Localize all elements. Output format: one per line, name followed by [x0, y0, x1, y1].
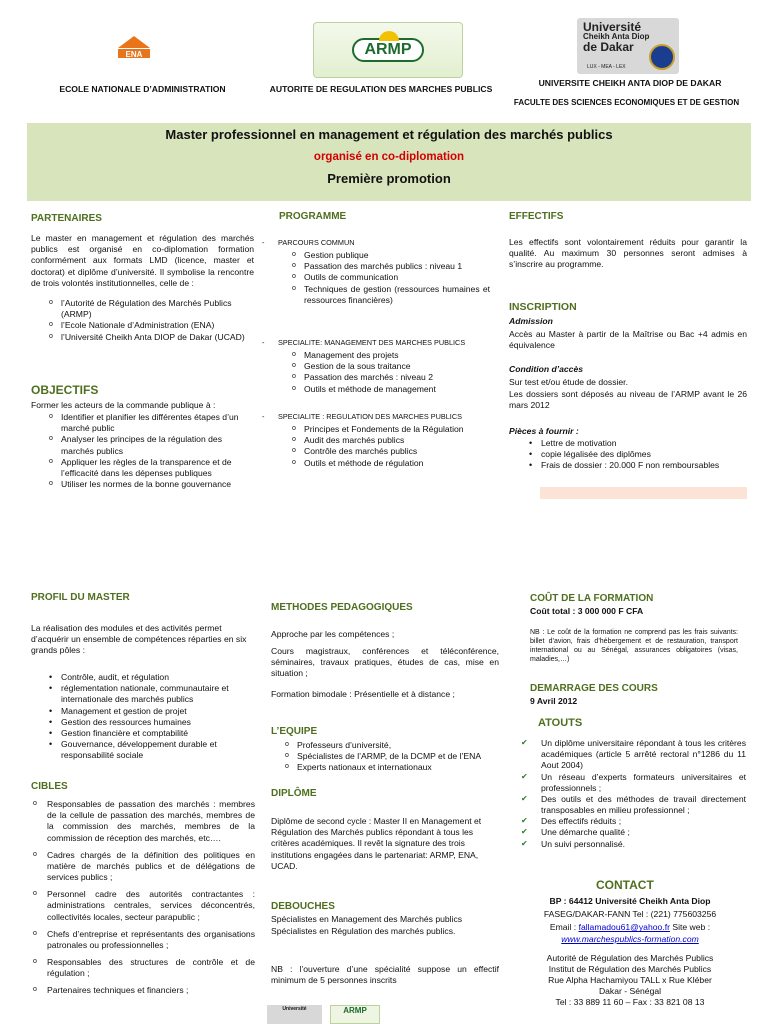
- effectifs-heading: EFFECTIFS: [509, 211, 564, 222]
- effectifs-text: Les effectifs sont volontairement réduits pour garantir la qualité. Au maximum 30 personnes seront admises à s’inscrire au programme.: [509, 237, 747, 270]
- list-item: • Lettre de motivation: [527, 438, 747, 449]
- contact-email-line: [510, 922, 750, 933]
- svg-text:ENA: ENA: [125, 50, 143, 59]
- specialite-management-list: [290, 350, 490, 395]
- list-item: o Principes et Fondements de la Régulation: [290, 424, 490, 435]
- ucad-logo: [577, 18, 679, 74]
- list-item: o Passation des marchés : niveau 2: [290, 372, 490, 383]
- methodes-heading: METHODES PEDAGOGIQUES: [271, 602, 413, 613]
- promotion-label: Première promotion: [327, 170, 451, 186]
- armp-sun-icon: [377, 27, 401, 41]
- list-item: o Personnel cadre des autorités contractantes : administrations centrales, services déconcentrés, collectivités locales, secteur parapublic ;: [31, 889, 255, 923]
- ucad-name: UNIVERSITE CHEIKH ANTA DIOP DE DAKAR: [538, 78, 722, 88]
- ena-logo: [105, 30, 163, 64]
- list-item: • réglementation nationale, communautaire et internationale des marchés publics: [47, 683, 255, 705]
- nb-specialite: NB : l’ouverture d’une spécialité suppose un effectif minimum de 5 personnes inscrits: [271, 964, 499, 986]
- list-item: o Management des projets: [290, 350, 490, 361]
- ena-name: ECOLE NATIONALE D’ADMINISTRATION: [59, 84, 226, 94]
- condition-text-2: Les dossiers sont déposés au niveau de l’ARMP avant le 26 mars 2012: [509, 389, 747, 411]
- pieces-list: [527, 438, 747, 472]
- list-item: o Experts nationaux et internationaux: [283, 762, 503, 773]
- ucad-logo-line3: de Dakar: [583, 40, 634, 54]
- list-item: o Responsables des structures de contrôle et de régulation ;: [31, 957, 255, 979]
- ena-logo-icon: [114, 34, 154, 60]
- debouches-line2: Spécialistes en Régulation des marchés publics.: [271, 926, 456, 936]
- armp-name: AUTORITE DE REGULATION DES MARCHES PUBLICS: [269, 84, 493, 94]
- list-item: o Chefs d’entreprise et représentants des organisations patronales ou professionnelles ;: [31, 929, 255, 951]
- ucad-small-logo-text: Université: [282, 1006, 307, 1012]
- armp-logo: [313, 22, 463, 78]
- ucad-motto: LUX - MEA - LEX: [587, 63, 626, 70]
- cibles-list: [31, 799, 255, 997]
- list-item: • copie légalisée des diplômes: [527, 449, 747, 460]
- cibles-heading: CIBLES: [31, 781, 68, 792]
- decorative-bar: [540, 487, 747, 499]
- list-item: o Spécialistes de l’ARMP, de la DCMP et de l’ENA: [283, 751, 503, 762]
- cout-nb: NB : Le coût de la formation ne comprend pas les frais suivants: billet d’avion, frais d’hébergement et de restauration, transport international ou au Sénégal, assurances obligatoires (visas, maladies,…): [530, 629, 738, 664]
- ucad-logo-line2: Cheikh Anta Diop: [583, 32, 650, 41]
- atouts-heading: ATOUTS: [538, 717, 583, 729]
- list-item: • Contrôle, audit, et régulation: [47, 672, 255, 683]
- master-title: Master professionnel en management et régulation des marchés publics: [165, 127, 613, 142]
- cout-heading: COÛT DE LA FORMATION: [530, 593, 654, 604]
- specialite-regulation-title: - SPECIALITE : REGULATION DES MARCHES PUBLICS: [278, 412, 462, 421]
- equipe-list: [283, 740, 503, 774]
- list-item: ✔ Un réseau d’experts formateurs universitaires et professionnels ;: [521, 772, 746, 794]
- programme-heading: PROGRAMME: [279, 211, 347, 222]
- debouches-heading: DEBOUCHES: [271, 901, 335, 912]
- equipe-heading: L’EQUIPE: [271, 726, 318, 737]
- list-item: o Cadres chargés de la définition des politiques en matière de marchés publics et de délégations de services publics ;: [31, 850, 255, 884]
- list-item: o Contrôle des marchés publics: [290, 446, 490, 457]
- list-item: o Analyser les principes de la régulation des marchés publics: [47, 434, 255, 456]
- faculty-name: FACULTE DES SCIENCES ECONOMIQUES ET DE GESTION: [513, 98, 740, 107]
- list-item: o l’Université Cheikh Anta DIOP de Dakar (UCAD): [47, 332, 255, 343]
- contact-bp: BP : 64412 Université Cheikh Anta Diop: [549, 896, 711, 906]
- list-item: o Professeurs d’université,: [283, 740, 503, 751]
- specialite-regulation-list: [290, 424, 490, 469]
- condition-text-1: Sur test et/ou étude de dossier.: [509, 377, 628, 387]
- contact-faseg: FASEG/DAKAR-FANN Tel : (221) 775603256: [543, 909, 717, 920]
- objectifs-list: [47, 412, 255, 490]
- contact-addr3: Rue Alpha Hachamiyou TALL x Rue Kléber: [548, 975, 712, 986]
- specialite-management-title: - SPECIALITE: MANAGEMENT DES MARCHES PUBLICS: [278, 338, 465, 347]
- list-item: ✔ Des outils et des méthodes de travail directement transposables en milieu professionnel ;: [521, 794, 746, 816]
- diplome-heading: DIPLÔME: [271, 788, 317, 799]
- list-item: o Responsables de passation des marchés : membres de la cellule de passation des marchés, membres de la commission des marchés, membres de la commission de réception des marchés, etc….: [31, 799, 255, 844]
- list-item: ✔ Un suivi personnalisé.: [521, 839, 746, 850]
- armp-small-logo: ARMP: [330, 1005, 380, 1024]
- partenaires-intro: Le master en management et régulation des marchés publics est organisé en co-diplomation formation conformément aux formats LMD (licence, master et doctorat) et diplôme d’université. Il symbolise la rencontre de trois volontés institutionnelles, celle de :: [31, 233, 254, 288]
- list-item: o Utiliser les normes de la bonne gouvernance: [47, 479, 255, 490]
- co-diplomation-subtitle: organisé en co-diplomation: [313, 150, 465, 163]
- contact-addr4: Dakar - Sénégal: [598, 986, 662, 997]
- condition-label: Condition d’accès: [509, 364, 584, 374]
- admission-label: Admission: [509, 316, 553, 326]
- website-link[interactable]: www.marchespublics-formation.com: [561, 933, 699, 944]
- email-label: Email :: [549, 922, 579, 933]
- list-item: o Gestion de la sous traitance: [290, 361, 490, 372]
- contact-addr2: Institut de Régulation des Marchés Publics: [548, 963, 712, 974]
- list-item: • Gestion des ressources humaines: [47, 717, 255, 728]
- parcours-commun-title: - PARCOURS COMMUN: [278, 238, 354, 247]
- parcours-list: [290, 250, 490, 306]
- list-item: • Gestion financière et comptabilité: [47, 728, 255, 739]
- objectifs-heading: OBJECTIFS: [31, 383, 99, 397]
- pieces-label: Pièces à fournir :: [509, 426, 579, 436]
- list-item: o Audit des marchés publics: [290, 435, 490, 446]
- contact-tel: Tel : 33 889 11 60 – Fax : 33 821 08 13: [555, 997, 705, 1008]
- cout-total: Coût total : 3 000 000 F CFA: [530, 606, 644, 616]
- partenaires-list: [47, 298, 255, 343]
- list-item: o Outils et méthode de régulation: [290, 458, 490, 469]
- ucad-small-logo: [267, 1005, 322, 1024]
- methodes-p3: Formation bimodale : Présentielle et à distance ;: [271, 689, 455, 699]
- profil-intro: La réalisation des modules et des activités permet d’acquérir un ensemble de compétences réparties en six grands pôles :: [31, 623, 247, 656]
- list-item: o Passation des marchés publics : niveau 1: [290, 261, 490, 272]
- methodes-p2: Cours magistraux, conférences et téléconférence, séminaires, travaux pratiques, études de cas, mise en situation ;: [271, 646, 499, 679]
- list-item: ✔ Un diplôme universitaire répondant à tous les critères académiques (article 5 arrêté rectoral n°1286 du 11 Aout 2004): [521, 738, 746, 772]
- list-item: o Identifier et planifier les différentes étapes d’un marché public: [47, 412, 255, 434]
- demarrage-heading: DEMARRAGE DES COURS: [530, 683, 658, 694]
- list-item: • Management et gestion de projet: [47, 706, 255, 717]
- debouches-line1: Spécialistes en Management des Marchés publics: [271, 914, 463, 924]
- ucad-logo-line1: Université: [583, 20, 642, 34]
- inscription-heading: INSCRIPTION: [509, 301, 577, 313]
- email-link[interactable]: fallamadou61@yahoo.fr: [578, 922, 670, 933]
- partenaires-heading: PARTENAIRES: [31, 213, 102, 224]
- atouts-list: [521, 738, 746, 850]
- list-item: ✔ Des effectifs réduits ;: [521, 816, 746, 827]
- list-item: o l’Ecole Nationale d’Administration (ENA): [47, 320, 255, 331]
- profil-heading: PROFIL DU MASTER: [31, 592, 130, 603]
- objectifs-intro: Former les acteurs de la commande publique à :: [31, 400, 216, 410]
- contact-heading: CONTACT: [596, 878, 654, 892]
- list-item: ✔ Une démarche qualité ;: [521, 827, 746, 838]
- demarrage-date: 9 Avril 2012: [530, 696, 578, 706]
- contact-addr1: Autorité de Régulation des Marchés Publics: [546, 952, 714, 963]
- admission-text: Accès au Master à partir de la Maîtrise ou Bac +4 admis en équivalence: [509, 329, 747, 351]
- list-item: o Techniques de gestion (ressources humaines et ressources financières): [290, 284, 490, 306]
- diplome-text: Diplôme de second cycle : Master II en Management et Régulation des Marchés publics répondant à tous les critères académiques. Il revêt la signature des trois institutions engagées dans le partenariat: ARMP, ENA, UCAD.: [271, 816, 482, 871]
- list-item: o Gestion publique: [290, 250, 490, 261]
- site-label: Site web :: [669, 922, 711, 933]
- armp-logo-text: ARMP: [352, 38, 423, 63]
- list-item: o l’Autorité de Régulation des Marchés Publics (ARMP): [47, 298, 255, 320]
- list-item: • Gouvernance, développement durable et responsabilité sociale: [47, 739, 255, 761]
- list-item: o Partenaires techniques et financiers ;: [31, 985, 255, 996]
- profil-list: [47, 672, 255, 761]
- list-item: o Outils de communication: [290, 272, 490, 283]
- list-item: • Frais de dossier : 20.000 F non remboursables: [527, 460, 747, 471]
- ucad-seal-icon: [649, 44, 675, 70]
- list-item: o Outils et méthode de management: [290, 384, 490, 395]
- list-item: o Appliquer les règles de la transparence et de l’efficacité dans les dépenses publiques: [47, 457, 255, 479]
- title-banner: [27, 123, 751, 201]
- methodes-p1: Approche par les compétences ;: [271, 629, 395, 639]
